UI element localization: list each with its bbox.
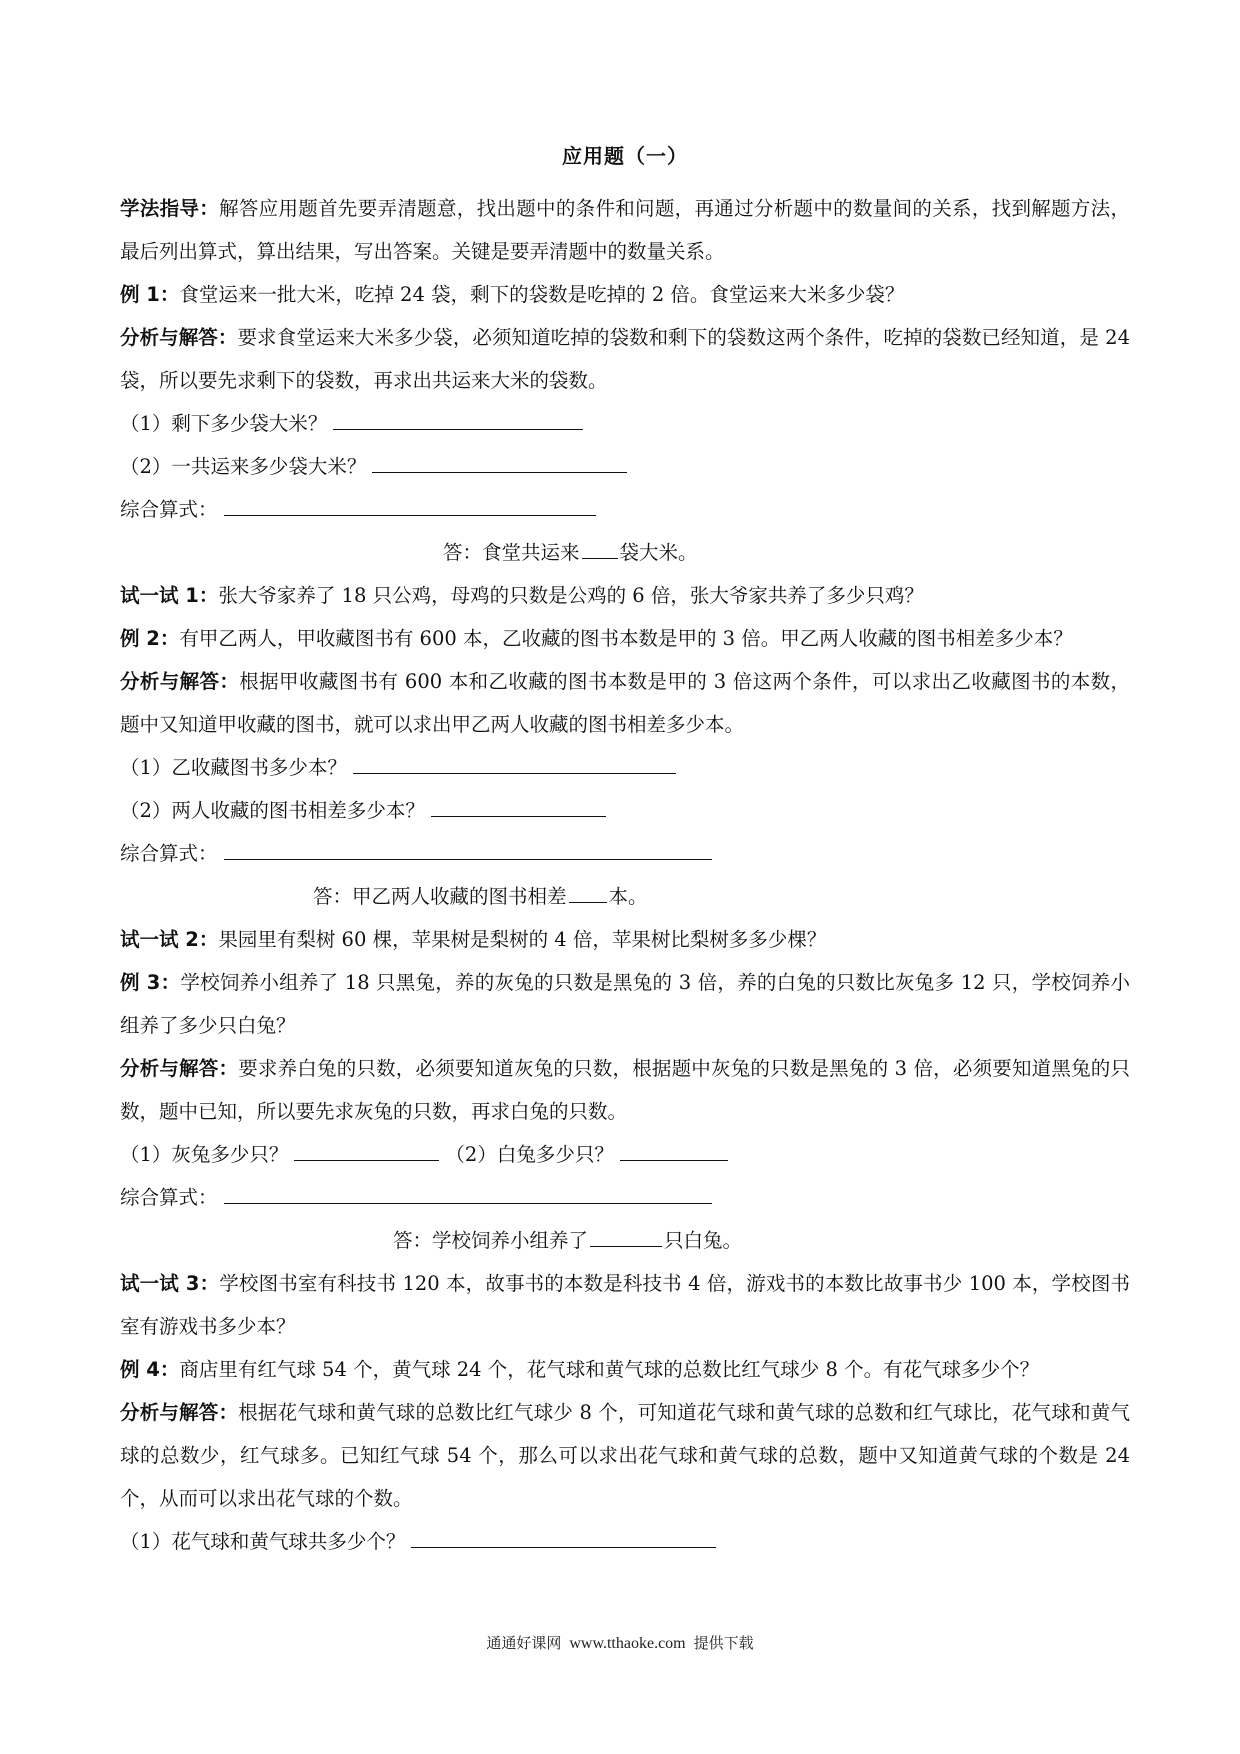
analysis-text: 要求食堂运来大米多少袋，必须知道吃掉的袋数和剩下的袋数这两个条件，吃掉的袋数已经知道，是 24 袋，所以要先求剩下的袋数，再求出共运来大米的袋数。 [120,326,1130,392]
footer-url[interactable]: www.tthaoke.com [569,1635,686,1652]
try-3-text: 学校图书室有科技书 120 本，故事书的本数是科技书 4 倍，游戏书的本数比故事书少 100 本，学校图书室有游戏书多少本？ [120,1272,1131,1338]
example-1-analysis [120,316,1130,402]
question-text: （1）花气球和黄气球共多少个？ [120,1530,406,1553]
example-1-answer [120,531,1130,574]
analysis-text: 根据甲收藏图书有 600 本和乙收藏的图书本数是甲的 3 倍这两个条件，可以求出乙收藏图书的本数，题中又知道甲收藏的图书，就可以求出甲乙两人收藏的图书相差多少本。 [120,670,1130,736]
example-1-question-2 [120,445,1130,488]
try-1 [120,574,1130,617]
example-2-question-1 [120,746,1130,789]
question-text: （1）灰兔多少只？ [120,1143,289,1166]
answer-blank[interactable] [620,1159,728,1161]
analysis-label: 分析与解答： [120,1401,239,1424]
footer-suffix: 提供下载 [693,1634,754,1652]
analysis-text: 要求养白兔的只数，必须要知道灰兔的只数，根据题中灰兔的只数是黑兔的 3 倍，必须要知道黑兔的只数，题中已知，所以要先求灰兔的只数，再求白兔的只数。 [120,1057,1130,1123]
guide-label: 学法指导： [120,197,220,220]
example-4-text: 商店里有红气球 54 个，黄气球 24 个，花气球和黄气球的总数比红气球少 8 个。有花气球多少个？ [179,1358,1040,1381]
study-guide [120,187,1130,273]
try-2 [120,918,1130,961]
analysis-label: 分析与解答： [120,326,238,349]
example-2-analysis [120,660,1130,746]
try-1-text: 张大爷家养了 18 只公鸡，母鸡的只数是公鸡的 6 倍，张大爷家共养了多少只鸡？ [218,584,924,607]
answer-blank[interactable] [294,1159,439,1161]
example-2-answer [120,875,1130,918]
answer-text: 答：食堂共运来 [443,541,580,564]
analysis-text: 根据花气球和黄气球的总数比红气球少 8 个，可知道花气球和黄气球的总数和红气球比，花气球和黄气球的总数少，红气球多。已知红气球 54 个，那么可以求出花气球和黄气球的总数，题中又知道黄气球的个数是 24 个，从而可以求出花气球的个数。 [120,1401,1130,1510]
try-3 [120,1262,1130,1348]
example-4-label: 例 4： [120,1358,180,1381]
try-2-text: 果园里有梨树 60 棵，苹果树是梨树的 4 倍，苹果树比梨树多多少棵？ [218,928,827,951]
analysis-label: 分析与解答： [120,670,240,693]
answer-text: 本。 [608,885,648,908]
try-3-label: 试一试 3： [120,1272,220,1295]
answer-text: 只白兔。 [664,1229,743,1252]
example-2 [120,617,1130,660]
answer-blank[interactable] [411,1546,716,1548]
example-3-questions [120,1133,1130,1176]
example-3-label: 例 3： [120,971,181,994]
answer-text: 袋大米。 [619,541,698,564]
example-1-formula [120,488,1130,531]
footer-site: 通通好课网 [486,1634,562,1652]
analysis-label: 分析与解答： [120,1057,239,1080]
question-text: （2）两人收藏的图书相差多少本？ [120,799,425,822]
example-3-analysis [120,1047,1130,1133]
example-1-label: 例 1： [120,283,180,306]
example-3-text: 学校饲养小组养了 18 只黑兔，养的灰兔的只数是黑兔的 3 倍，养的白兔的只数比灰兔多 12 只，学校饲养小组养了多少只白兔？ [120,971,1130,1037]
answer-blank[interactable] [333,428,583,430]
example-1 [120,273,1130,316]
page-footer [0,1632,1240,1653]
try-1-label: 试一试 1： [120,584,219,607]
example-3-formula [120,1176,1130,1219]
answer-blank[interactable] [353,772,676,774]
answer-text: 答：甲乙两人收藏的图书相差 [313,885,567,908]
question-text: （1）剩下多少袋大米？ [120,412,328,435]
worksheet [120,140,1130,1563]
example-4-question-1 [120,1520,1130,1563]
formula-blank[interactable] [224,514,596,516]
answer-blank[interactable] [582,557,618,559]
example-4 [120,1348,1130,1391]
try-2-label: 试一试 2： [120,928,219,951]
formula-blank[interactable] [224,1202,712,1204]
example-1-question-1 [120,402,1130,445]
guide-text: 解答应用题首先要弄清题意，找出题中的条件和问题，再通过分析题中的数量间的关系，找到解题方法，最后列出算式，算出结果，写出答案。关键是要弄清题中的数量关系。 [120,197,1130,263]
formula-blank[interactable] [224,858,712,860]
question-text: （2）一共运来多少袋大米？ [120,455,367,478]
formula-label: 综合算式： [120,498,218,521]
example-2-formula [120,832,1130,875]
answer-text: 答：学校饲养小组养了 [393,1229,589,1252]
example-2-text: 有甲乙两人，甲收藏图书有 600 本，乙收藏的图书本数是甲的 3 倍。甲乙两人收藏的图书相差多少本？ [179,627,1073,650]
formula-label: 综合算式： [120,1186,218,1209]
example-2-label: 例 2： [120,627,180,650]
answer-blank[interactable] [590,1245,662,1247]
page-title: 应用题（一） [562,144,688,168]
question-text: （1）乙收藏图书多少本？ [120,756,347,779]
example-2-question-2 [120,789,1130,832]
example-3 [120,961,1130,1047]
example-3-answer [120,1219,1130,1262]
answer-blank[interactable] [569,901,607,903]
example-1-text: 食堂运来一批大米，吃掉 24 袋，剩下的袋数是吃掉的 2 倍。食堂运来大米多少袋？ [179,283,905,306]
answer-blank[interactable] [431,815,606,817]
answer-blank[interactable] [372,471,627,473]
formula-label: 综合算式： [120,842,218,865]
example-4-analysis [120,1391,1130,1520]
question-text: （2）白兔多少只？ [445,1143,614,1166]
